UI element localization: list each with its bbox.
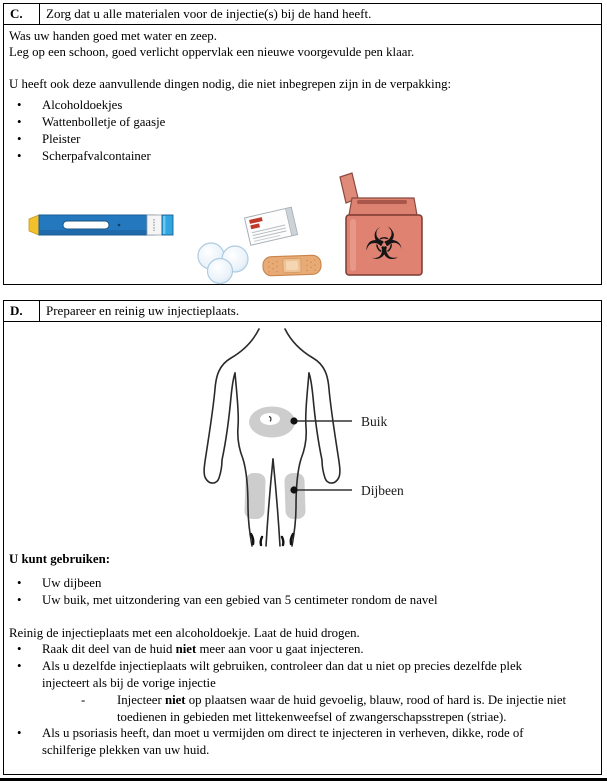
section-c-title: Zorg dat u alle materialen voor de injectie(s) bij de hand heeft. — [46, 6, 372, 21]
instruction-line: Was uw handen goed met water en zeep. — [9, 29, 217, 43]
section-d-label: D. — [4, 301, 40, 321]
section-d-title: Prepareer en reinig uw injectieplaats. — [46, 303, 240, 318]
instruction-line: U heeft ook deze aanvullende dingen nodig, die niet inbegrepen zijn in de verpakking: — [9, 77, 452, 91]
injection-pen-icon — [27, 210, 177, 240]
bullet-item: • Als u dezelfde injectieplaats wilt gebruiken, controleer dan dat u niet op precies dezelfde plek injecteert als bij de vorige injectie — [9, 658, 593, 692]
section-d-header — [4, 301, 601, 322]
thigh-zone-right — [284, 473, 306, 520]
bullet-dot: • — [17, 659, 22, 674]
bullet-item: • Wattenbolletje of gaasje — [9, 114, 593, 131]
bullet-item: • Pleister — [9, 131, 593, 148]
bullet-item: • Alcoholdoekjes — [9, 97, 593, 114]
bullet-item: • Als u psoriasis heeft, dan moet u vermijden om direct te injecteren in verheven, dikke, rode of schilferige plekken van uw huid. — [9, 725, 593, 759]
plaster-icon — [261, 251, 323, 281]
leg-cut-marks — [251, 534, 293, 545]
bullet-dot: • — [17, 132, 22, 146]
sub-bullet-dash: - — [81, 693, 86, 708]
bullet-dot: • — [17, 149, 22, 163]
biohazard-icon: ☣ — [364, 219, 404, 270]
bullet-dot: • — [17, 115, 22, 129]
section-d-body — [4, 551, 601, 759]
bullet-item: • Scherpafvalcontainer — [9, 148, 593, 165]
bullet-dot: • — [17, 576, 22, 591]
bullet-dot: • — [17, 642, 22, 657]
page-bottom-rule — [0, 778, 607, 781]
cotton-balls-icon — [194, 240, 256, 288]
bullet-dot: • — [17, 725, 22, 740]
dijbeen-label: Dijbeen — [361, 483, 404, 498]
instruction-line: Reinig de injectieplaats met een alcoholdoekje. Laat de huid drogen. — [9, 626, 360, 641]
callout-dot-abdomen — [290, 417, 297, 424]
materials-illustration — [4, 4, 601, 284]
section-d-box — [3, 300, 602, 775]
bullet-item: • Uw buik, met uitzondering van een gebied van 5 centimeter rondom de navel — [9, 592, 593, 609]
body-diagram — [149, 327, 479, 551]
sharps-container-icon — [333, 171, 435, 281]
section-c-box — [3, 3, 602, 285]
callout-dot-thigh — [290, 486, 297, 493]
bullet-dot: • — [17, 593, 22, 608]
buik-label: Buik — [361, 414, 388, 429]
section-c-label: C. — [4, 4, 40, 24]
bullet-dot: • — [17, 98, 22, 112]
use-heading: U kunt gebruiken: — [9, 552, 110, 566]
instruction-line: Leg op een schoon, goed verlicht oppervlak een nieuwe voorgevulde pen klaar. — [9, 45, 415, 59]
bullet-item: • Uw dijbeen — [9, 575, 593, 592]
bullet-item: • Raak dit deel van de huid niet meer aan voor u gaat injecteren. — [9, 641, 593, 658]
sub-bullet-item: - Injecteer niet op plaatsen waar de huid gevoelig, blauw, rood of hard is. De injectie niet toedienen in gebieden met littekenweefsel of zwangerschapsstrepen (striae). — [81, 693, 567, 724]
